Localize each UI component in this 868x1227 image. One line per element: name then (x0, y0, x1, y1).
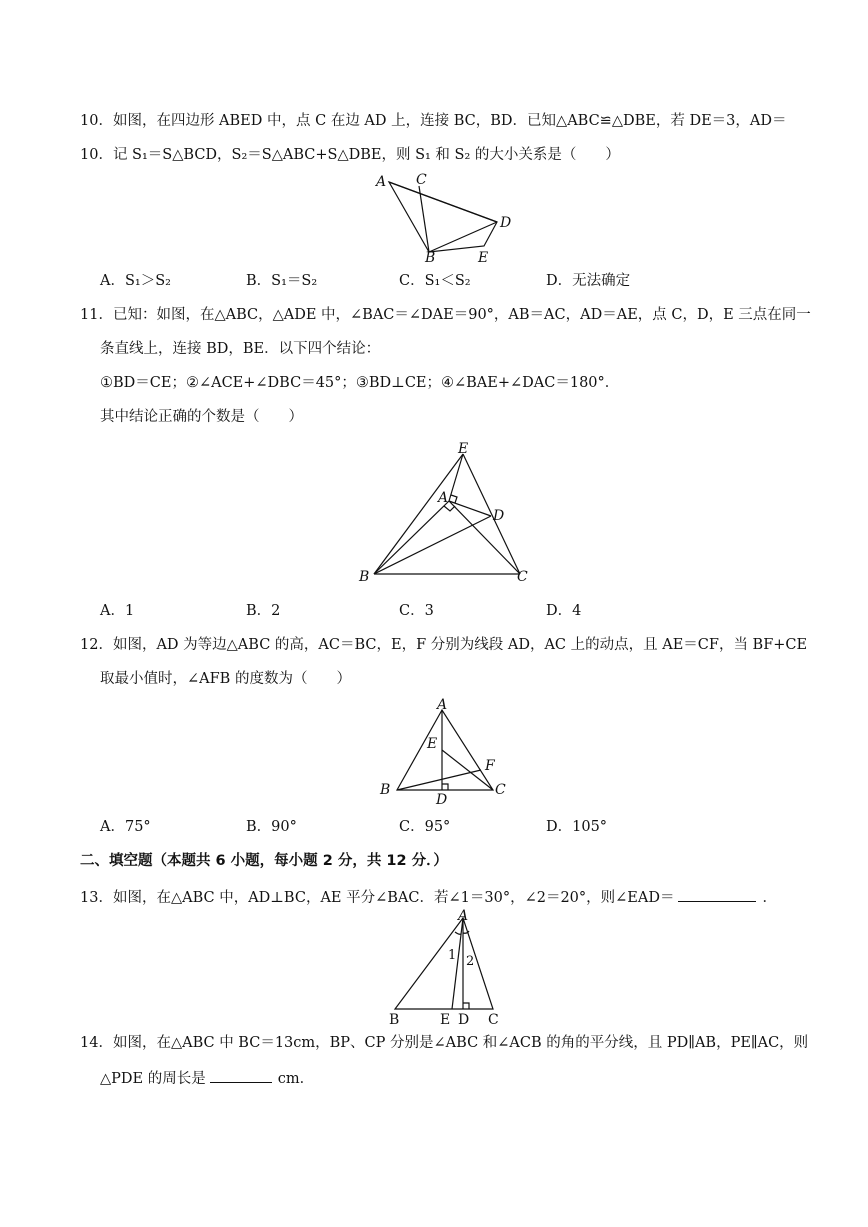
q13-text-line1 (80, 887, 777, 907)
q12-option-b[interactable]: B．90° (246, 819, 297, 835)
q11-segment-ad (449, 501, 491, 516)
q13-label-angle-2: 2 (466, 954, 475, 969)
q13-figure (383, 907, 508, 1029)
q10-quad-abed (389, 182, 497, 252)
q10-option-a[interactable]: A．S₁＞S₂ (100, 273, 171, 289)
q11-option-b[interactable]: B．2 (246, 603, 281, 619)
q10-option-c[interactable]: C．S₁＜S₂ (399, 273, 471, 289)
q10-figure (370, 172, 520, 264)
q12-label-c: C (495, 782, 506, 798)
q11-right-angle-bac (444, 506, 455, 511)
q13-angle-arc-1 (455, 932, 461, 934)
q11-segment-ac (449, 501, 520, 574)
q11-segment-eb (374, 454, 463, 574)
q12-label-f: F (485, 758, 495, 774)
q14-unit: cm． (277, 1071, 315, 1087)
q12-option-c[interactable]: C．95° (399, 819, 451, 835)
q11-segment-ba (374, 501, 449, 574)
q11-label-e: E (458, 441, 469, 457)
q14-answer-blank[interactable] (210, 1068, 272, 1083)
q13-label-angle-1: 1 (448, 948, 457, 963)
q12-text-line1: 12．如图，AD 为等边△ABC 的高，AC＝BC，E，F 分别为线段 AD，AC 上的动点，且 AE＝CF，当 BF+CE (80, 637, 808, 653)
q10-text-line2: 10．记 S₁＝S△BCD，S₂＝S△ABC+S△DBE，则 S₁ 和 S₂ 的大小关系是（ ） (80, 147, 620, 163)
q10-label-a: A (376, 174, 387, 190)
q10-side-ad (389, 182, 497, 222)
q11-label-b: B (359, 569, 370, 585)
q13-triangle-abc (395, 918, 493, 1009)
q10-label-b: B (425, 250, 436, 266)
q11-figure (355, 438, 535, 586)
q13-tail: ． (762, 890, 777, 906)
q12-right-angle-d (442, 784, 448, 790)
q10-text-line1: 10．如图，在四边形 ABED 中，点 C 在边 AD 上，连接 BC，BD．已知△ABC≌△DBE，若 DE＝3，AD＝ (80, 113, 787, 129)
q13-label-a: A (458, 908, 469, 924)
q11-label-d: D (493, 508, 505, 524)
q13-label-e: E (440, 1012, 451, 1028)
q13-answer-blank[interactable] (678, 887, 756, 902)
q10-option-b[interactable]: B．S₁＝S₂ (246, 273, 318, 289)
q11-label-a: A (438, 490, 449, 506)
q11-text-line4: 其中结论正确的个数是（ ） (100, 409, 303, 425)
q12-label-a: A (437, 697, 448, 713)
q10-label-d: D (500, 215, 512, 231)
q13-right-angle-d (463, 1003, 469, 1009)
q13-question-text: 13．如图，在△ABC 中，AD⊥BC，AE 平分∠BAC．若∠1＝30°，∠2＝20°，则∠EAD＝ (80, 890, 675, 906)
q10-label-e: E (478, 250, 489, 266)
q12-text-line2: 取最小值时，∠AFB 的度数为（ ） (100, 671, 351, 687)
q11-segment-ec (463, 454, 520, 574)
q11-segment-ae (449, 454, 463, 501)
q12-figure (375, 696, 515, 808)
q13-label-b: B (389, 1012, 400, 1028)
q11-option-a[interactable]: A．1 (100, 603, 135, 619)
q11-option-c[interactable]: C．3 (399, 603, 434, 619)
q12-option-d[interactable]: D．105° (546, 819, 608, 835)
q12-label-d: D (436, 792, 448, 808)
q11-label-c: C (517, 569, 528, 585)
section-fill-in-heading: 二、填空题（本题共 6 小题，每小题 2 分，共 12 分．） (80, 853, 448, 869)
q14-text-line1: 14．如图，在△ABC 中 BC＝13cm，BP、CP 分别是∠ABC 和∠ACB 的角的平分线，且 PD∥AB，PE∥AC，则 (80, 1035, 809, 1051)
q11-text-line3: ①BD＝CE；②∠ACE+∠DBC＝45°；③BD⊥CE；④∠BAE+∠DAC＝180°． (100, 375, 620, 391)
q11-text-line1: 11．已知：如图，在△ABC，△ADE 中，∠BAC＝∠DAE＝90°，AB＝AC，AD＝AE，点 C，D，E 三点在同一 (80, 307, 811, 323)
q13-label-d: D (458, 1012, 470, 1028)
q12-label-e: E (427, 736, 438, 752)
q12-segment-bf (397, 770, 481, 790)
q11-text-line2: 条直线上，连接 BD，BE．以下四个结论： (100, 341, 381, 357)
q13-bisector-ae (452, 918, 463, 1009)
q10-option-d[interactable]: D．无法确定 (546, 273, 631, 289)
q12-option-a[interactable]: A．75° (100, 819, 151, 835)
q14-text-line2 (100, 1068, 314, 1088)
q14-question-text: △PDE 的周长是 (100, 1071, 206, 1087)
q10-label-c: C (416, 172, 427, 188)
q10-segment-bd (429, 222, 497, 252)
q11-segment-bd (374, 516, 491, 574)
q11-option-d[interactable]: D．4 (546, 603, 582, 619)
q13-label-c: C (488, 1012, 499, 1028)
q12-label-b: B (380, 782, 391, 798)
